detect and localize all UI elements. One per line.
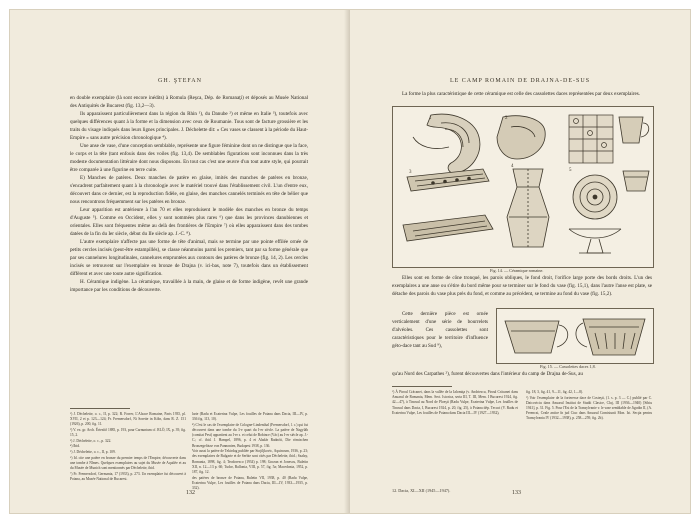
right-footnotes [392,390,652,480]
figure-label: 3 [409,170,412,175]
paragraph: H. Céramique indigène. La céramique, travaillée à la main, de glaise et de forme indigène, revêt une grande importance par les conditions de découverte. [70,279,308,293]
paragraph: qu'au Nord des Carpathes ²), furent découvertes dans l'intérieur du camp de Drajna de-Sus, au [392,371,583,377]
patera-handle-drawing [407,169,489,191]
cup-drawing [619,117,649,143]
paragraph: Ils apparaissent particulièrement dans la région du Rhin ¹), du Danube ²) et même en Italie ³), toutefois avec quelques différences quant à la forme et la dimension avec ceux de Roumanie. Tous sont de facture grossière et les traits du visage indiqués dans leurs lignes principales. J. Déchelette dit: « Ces vases se classent à la période du Haut-Empire » sans autre précision chronologique ⁴). [70,111,308,141]
pattern-tile-drawing [569,115,613,163]
left-footnotes [70,412,308,491]
right-continuation-text [392,370,652,378]
running-head-left: GH. ŞTEFAN [158,78,202,84]
figure-14-caption: Fig. 14. — Céramique romaine. [490,268,544,273]
running-head-right: LE CAMP ROMAIN DE DRAJNA-DE-SUS [449,78,591,84]
vessel-drawing-top [497,116,545,159]
footnote-column-right [192,412,308,492]
right-intro-text [392,90,652,98]
right-narrow-paragraph [392,310,488,350]
bowl-drawing [623,171,649,191]
paragraph: E) Manches de patères. Deux manches de patère en glaise, imités des manches de patères en bronze, s'encadrent parfaitement quant à la chronologie avec le matériel trouvé dans l'établissement civil. L'un d'entre eux, découvert dans ce dernier, est la reproduction fidèle, en glaise, des manches cannelés terminés en tête de bélier que nous rencontrons fréquemment sur les patères en bronze. [70,175,308,205]
footnote-rule [70,408,130,409]
right-page [350,10,690,513]
footnote: ¹) J. Déchelette, o. c., II, p. 322; R. Forrer, L'Alsace Romaine, Paris 1935, pl. XVII, 2 et p. 123—124; Fr. Fremersdorf, Ni Sorette in Köln, dans R. Z. 151 (1926), p. 200, fig. 11. [70,412,186,427]
footnote-column-left [392,390,518,416]
signature-line: 12. Dacia, XI—XII (1945—1947). [392,488,451,493]
footnote: ¹) À Piroul Crăcanei, dans la vallée de la Ialomiţa (v. Andriescu, Piroul Crăcanei dans Anuarul de Romania, Mem. Sect. Istorica, seria III, T. III, Mem. I Bucarest 1924, fig. 42—47), à Tinosul au Nord de Ploeşti (Radu Vulpe, Ecaterina Vulpe, Les fouilles de Tinosul dans Dacia, I, Bucarest 1924, p. 20, fig. 25), à Poiana dép. Tecuci (V. Radu et Ecaterina Vulpe, Les fouilles de Poiana dans Dacia III—IV (1927—1932), [392,390,518,415]
footnote: ²) Voir l'exemplaire de la forteresse dace de Costeşti, (1. s. p. 3 — C.) publié par C. Daicoviciu dans Anuarul Institut de Studii Clasice, Cluj, III (1936—1940) [Sibiu 1941], p. 31. Fig. 5. Pour l'Est de la Transylvanie v. le vase semblable de Jigodin II, (A. Ferenczi, Ceale antice în jud Ciuc dans Anuarul Comisiunii Mon. Ist. Secţia pentru Transylvania IV (1932—1938), p. 258—259, fig. 2b). [526,395,652,421]
cassolette-drawing [576,319,645,355]
footnote: larie (Radu et Ecaterina Vulpe, Les fouilles de Poiana dans Dacia, III—IV, p. 336 fig. 113, 10). [192,412,308,422]
left-body-text [70,94,308,294]
right-body-after-figure [392,274,652,298]
paragraph: en double exemplaire (là sont encore inédits) à Romula (Reşca, Dép. de Romanaţi) et déposés au Musée National des Antiquités de Bucarest (fig. 13,2—3). [70,95,308,109]
figure-label: 1 [429,116,432,121]
paragraph: Leur apparition est antérieure à l'an 70 et elles reproduisent le modèle des manches en bronze du temps d'Auguste ⁵). Comme en Occident, elles y sont nommées plus rares ⁶) que dans les provinces danubiennes et orientales. Elles sont fréquentes même au delà des frontières de l'Empire ⁷) où elles apparaissent dans des tombes datées de la fin du Ier siècle, début du IIe siècle ap. J.-C. ⁸). [70,207,308,237]
figure-15-caption: Fig. 15. — Cassolettes daces 1,8. [540,364,596,369]
footnote: fig. 18, 3, fig. 41, 9—11, fig. 42, 1—8). [526,390,584,394]
paragraph: L'autre exemplaire n'affecte pas une forme de tête d'animal, mais se termine par une pointe effilée ornée de petits cercles incisés (peut-être estampillés), se classe néanmoins parmi les premiers, tant par sa forme générale que par ses cannelures longitudinales, cannelures empruntées aux contours des patères de bronze (fig. 14, 2). Les cercles incisés se retrouvent sur l'exemplaire en bronze de Drajna (v. ici-bas, note 7), toutefois dans un établissement différent et avec une toute autre signification. [70,239,308,277]
paragraph: Une anse de vase, d'une conception semblable, représente une figure féminine dont on ne distingue que la face, le corps et la tête (tant enfouis dans des voiles (fig. 13,4). De semblables figurations sont inconnues dans la très modeste documentation littéraire dont nous disposons. En tout cas c'est une œuvre d'un tout autre style, qui pourrait être comparée à une figurine en terre cuite. [70,143,308,173]
paragraph: Cette dernière pièce est ornée verticalement d'une série de bourrelets d'alvéoles. Ces cassolettes sont caractéristiques pour le territoire d'influence géto-dace tant au Sud ⁹), [392,311,488,349]
handle-fragment-drawing [413,114,480,173]
figure-14-ceramics-plate [392,106,654,268]
cassolettes-drawing [497,309,653,363]
book-spread [10,10,690,513]
footnote: ⁵) J. Déchelette, o. c., II, p. 109. [70,449,116,454]
footnote-column-left [70,412,186,482]
footnote: ²) V. ex. gr. Arch. Értesítő 1885, p. 193, pour Carnuntum cf. RLÖ, IX, p. 39, fig. 15, 2. [70,428,186,438]
footnote: ⁴) Ibid. [70,444,81,449]
paragraph: La forme la plus caractéristique de cette céramique est celle des cassolettes daces représentées par deux exemplaires. [402,91,641,97]
footnote: ⁶) Id. cite une patère en bronze du premier temps de l'Empire, découverte dans une tombe à Nîmes. Quelques exemplaires au sujet du Musée de Aquilée et au du Musée de Munich sont mentionnés par Déchelette, ibid. [70,455,186,470]
round-lid-drawing [573,175,617,219]
figure-15-cassolettes [496,308,654,364]
footnote-rule [392,386,452,387]
page-number-left: 132 [186,490,195,496]
footnote: des patères de bronze de Poiana, Buletin VII, 1938, p. 40 (Radu Vulpe, Ecaterina Vulpe, Les fouilles de Poiana dans Dacia, III—IV, 1933—1935, p. 332). [192,475,308,491]
cassolette-drawing [505,321,568,353]
page-number-right: 133 [512,490,521,496]
footnote: ³) J. Déchelette, o. c., p. 322. [70,438,112,443]
patera-handle-drawing [403,215,493,241]
figure-label: 2 [505,116,508,121]
footnote: Voir aussi la patère de Tekirdag publiée par Stojiljkovic, Aquincum, 1936, p. 23; des exemplaires de Bulgarie et de Serbie sont cités par Déchelette, ibid.; Szalay, Romania, 1898, fig. 4; Teodoresco (1934) p. 198; Gorzan et Jonescu, Buletin XII, n. 12—13 p. 60; Tudor, Ballonia, VIII, p. 57, fig. 5a; Macedonia, 1952, p. 187, fig. 12. [192,449,308,475]
paragraph: Elles sont en forme de cône tronqué, les parois obliques, le fond droit, l'orifice large porte des bords droits. L'un des exemplaires a une anse ou s'étire du bord même pour se terminer sur le fond du vase (fig. 15,1), dans l'autre l'anse est plate, se détache des parois du vase plus près du fond, et comme au précédent, se termine au fond du vase (fig. 15,2). [392,275,652,297]
figure-label: 5 [569,168,572,173]
footnote: ⁸) C'est le cas de l'exemplaire de Cologne-Lindenthal (Fremersdorf, l. c.) qui fut découvert dans une tombe du 3-e quart du I-er siècle. La patère de Nagyláb (comitat Pest) appartient au I-er s. et celui de Bobince (Vác) au I-er siècle ap. J.-C.; cf. ibid. J. Hampel, 1896, p. 4 et Aladár Radnóti, Die römischen Bronzegefässe von Pannonien, Budapest 1938, p. 136. [192,422,308,448]
figure-label: 4 [511,164,514,169]
footnote: ⁷) Fr. Fremersdorf, Germania, 17 (1933), p. 273. Un exemplaire fut découvert à Poiana, au Musée National de Bucarest. [70,471,186,481]
vessel-profile-drawing [507,169,549,247]
footed-bowl-drawing [569,229,621,253]
ceramics-drawing [393,107,653,267]
footnote-column-right [526,390,652,422]
left-page [10,10,350,513]
